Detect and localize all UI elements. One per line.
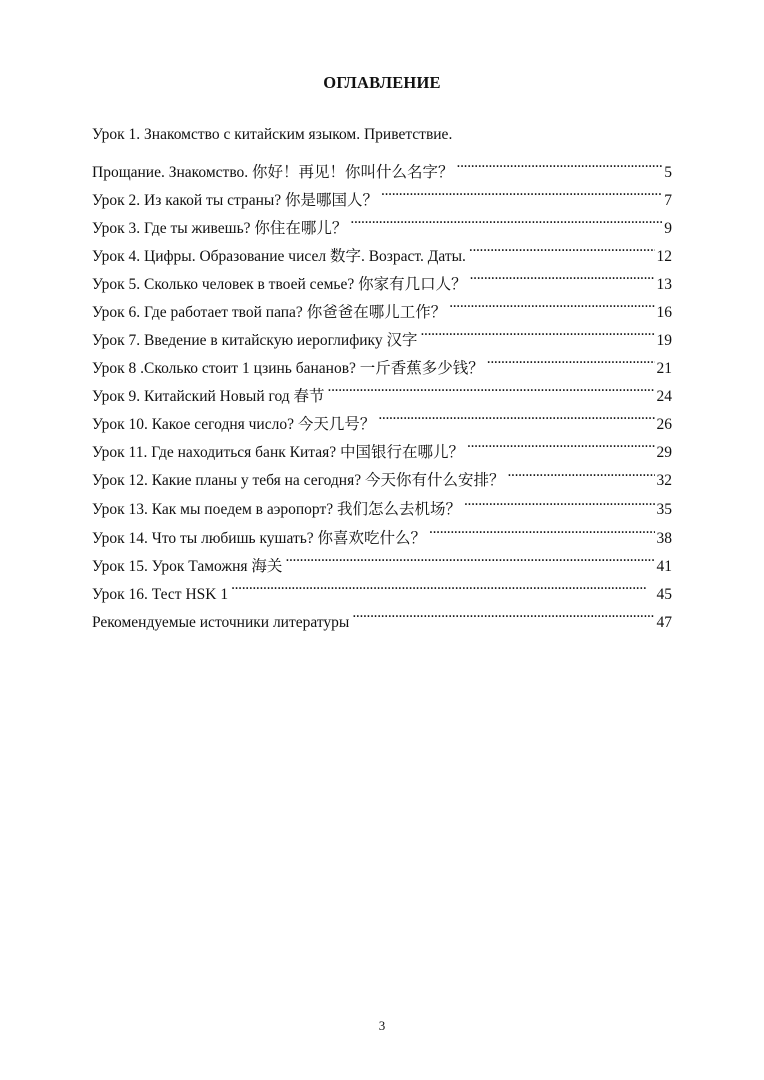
dot-leader (487, 345, 655, 373)
toc-entry-page: 5 (664, 164, 672, 181)
dot-leader (449, 289, 654, 317)
page-number: 3 (378, 1018, 386, 1033)
toc-entry-title: Урок 10. Какое сегодня число? 今天几号？ (92, 416, 376, 433)
dot-leader (420, 317, 654, 345)
toc-entry-page: 35 (656, 501, 672, 518)
toc-entry-heading-line: Урок 1. Знакомство с китайским языком. Приветствие. (92, 126, 453, 143)
toc-entry-title: Урок 3. Где ты живешь? 你住在哪儿？ (92, 220, 348, 237)
toc-entry-page: 29 (656, 444, 672, 461)
dot-leader (378, 401, 654, 429)
toc-entry-page: 26 (656, 416, 672, 433)
toc-entry[interactable] (92, 149, 672, 181)
toc-entry-title: Урок 2. Из какой ты страны? 你是哪国人？ (92, 192, 379, 209)
toc-entry-title: Урок 7. Введение в китайскую иероглифику 汉字 (92, 332, 418, 349)
toc-entry-page: 32 (656, 472, 672, 489)
toc-entry-page: 38 (656, 530, 672, 547)
dot-leader (467, 429, 654, 457)
toc-entry-title: Урок 14. Что ты любишь кушать? 你喜欢吃什么？ (92, 530, 427, 547)
toc-entry-title: Урок 5. Сколько человек в твоей семье? 你家有几口人？ (92, 276, 467, 293)
toc-entry-title: Урок 12. Какие планы у тебя на сегодня? 今天你有什么安排？ (92, 472, 505, 489)
toc-entry-page: 9 (664, 220, 672, 237)
toc-entry-title: Прощание. Знакомство. 你好！再见！你叫什么名字？ (92, 164, 454, 181)
table-of-contents (92, 121, 672, 631)
dot-leader (352, 599, 654, 627)
toc-entry-page: 7 (664, 192, 672, 209)
toc-entry-title: Урок 15. Урок Таможня 海关 (92, 558, 283, 575)
toc-entry-page: 41 (656, 558, 672, 575)
toc-entry-title: Урок 6. Где работает твой папа? 你爸爸在哪儿工作？ (92, 304, 447, 321)
toc-entry-page: 16 (656, 304, 672, 321)
toc-entry-title: Урок 4. Цифры. Образование чисел 数字. Возраст. Даты. (92, 248, 466, 265)
dot-leader (285, 543, 654, 571)
toc-entry-page: 45 (656, 586, 672, 603)
dot-leader (470, 261, 655, 289)
toc-entry-page: 12 (656, 248, 672, 265)
toc-entry-page: 47 (656, 614, 672, 631)
dot-leader (350, 205, 662, 233)
dot-leader (469, 233, 655, 261)
page-title: ОГЛАВЛЕНИЕ (323, 73, 441, 92)
dot-leader (464, 486, 655, 514)
toc-entry-title: Урок 11. Где находиться банк Китая? 中国银行在哪儿？ (92, 444, 465, 461)
dot-leader (381, 177, 662, 205)
dot-leader (328, 373, 655, 401)
dot-leader (429, 515, 654, 543)
toc-entry-page: 19 (656, 332, 672, 349)
toc-entry-title: Рекомендуемые источники литературы (92, 614, 350, 631)
dot-leader (457, 149, 663, 177)
dot-leader (231, 571, 654, 599)
toc-entry-title: Урок 13. Как мы поедем в аэропорт? 我们怎么去机场？ (92, 501, 461, 518)
toc-entry-title: Урок 16. Тест HSK 1 (92, 586, 229, 603)
toc-entry-page: 13 (656, 276, 672, 293)
toc-entry-title: Урок 8 .Сколько стоит 1 цзинь бананов? 一斤香蕉多少钱？ (92, 360, 484, 377)
dot-leader (507, 457, 654, 485)
toc-entry-page: 24 (656, 388, 672, 405)
toc-entry-title: Урок 9. Китайский Новый год 春节 (92, 388, 325, 405)
toc-entry-page: 21 (656, 360, 672, 377)
